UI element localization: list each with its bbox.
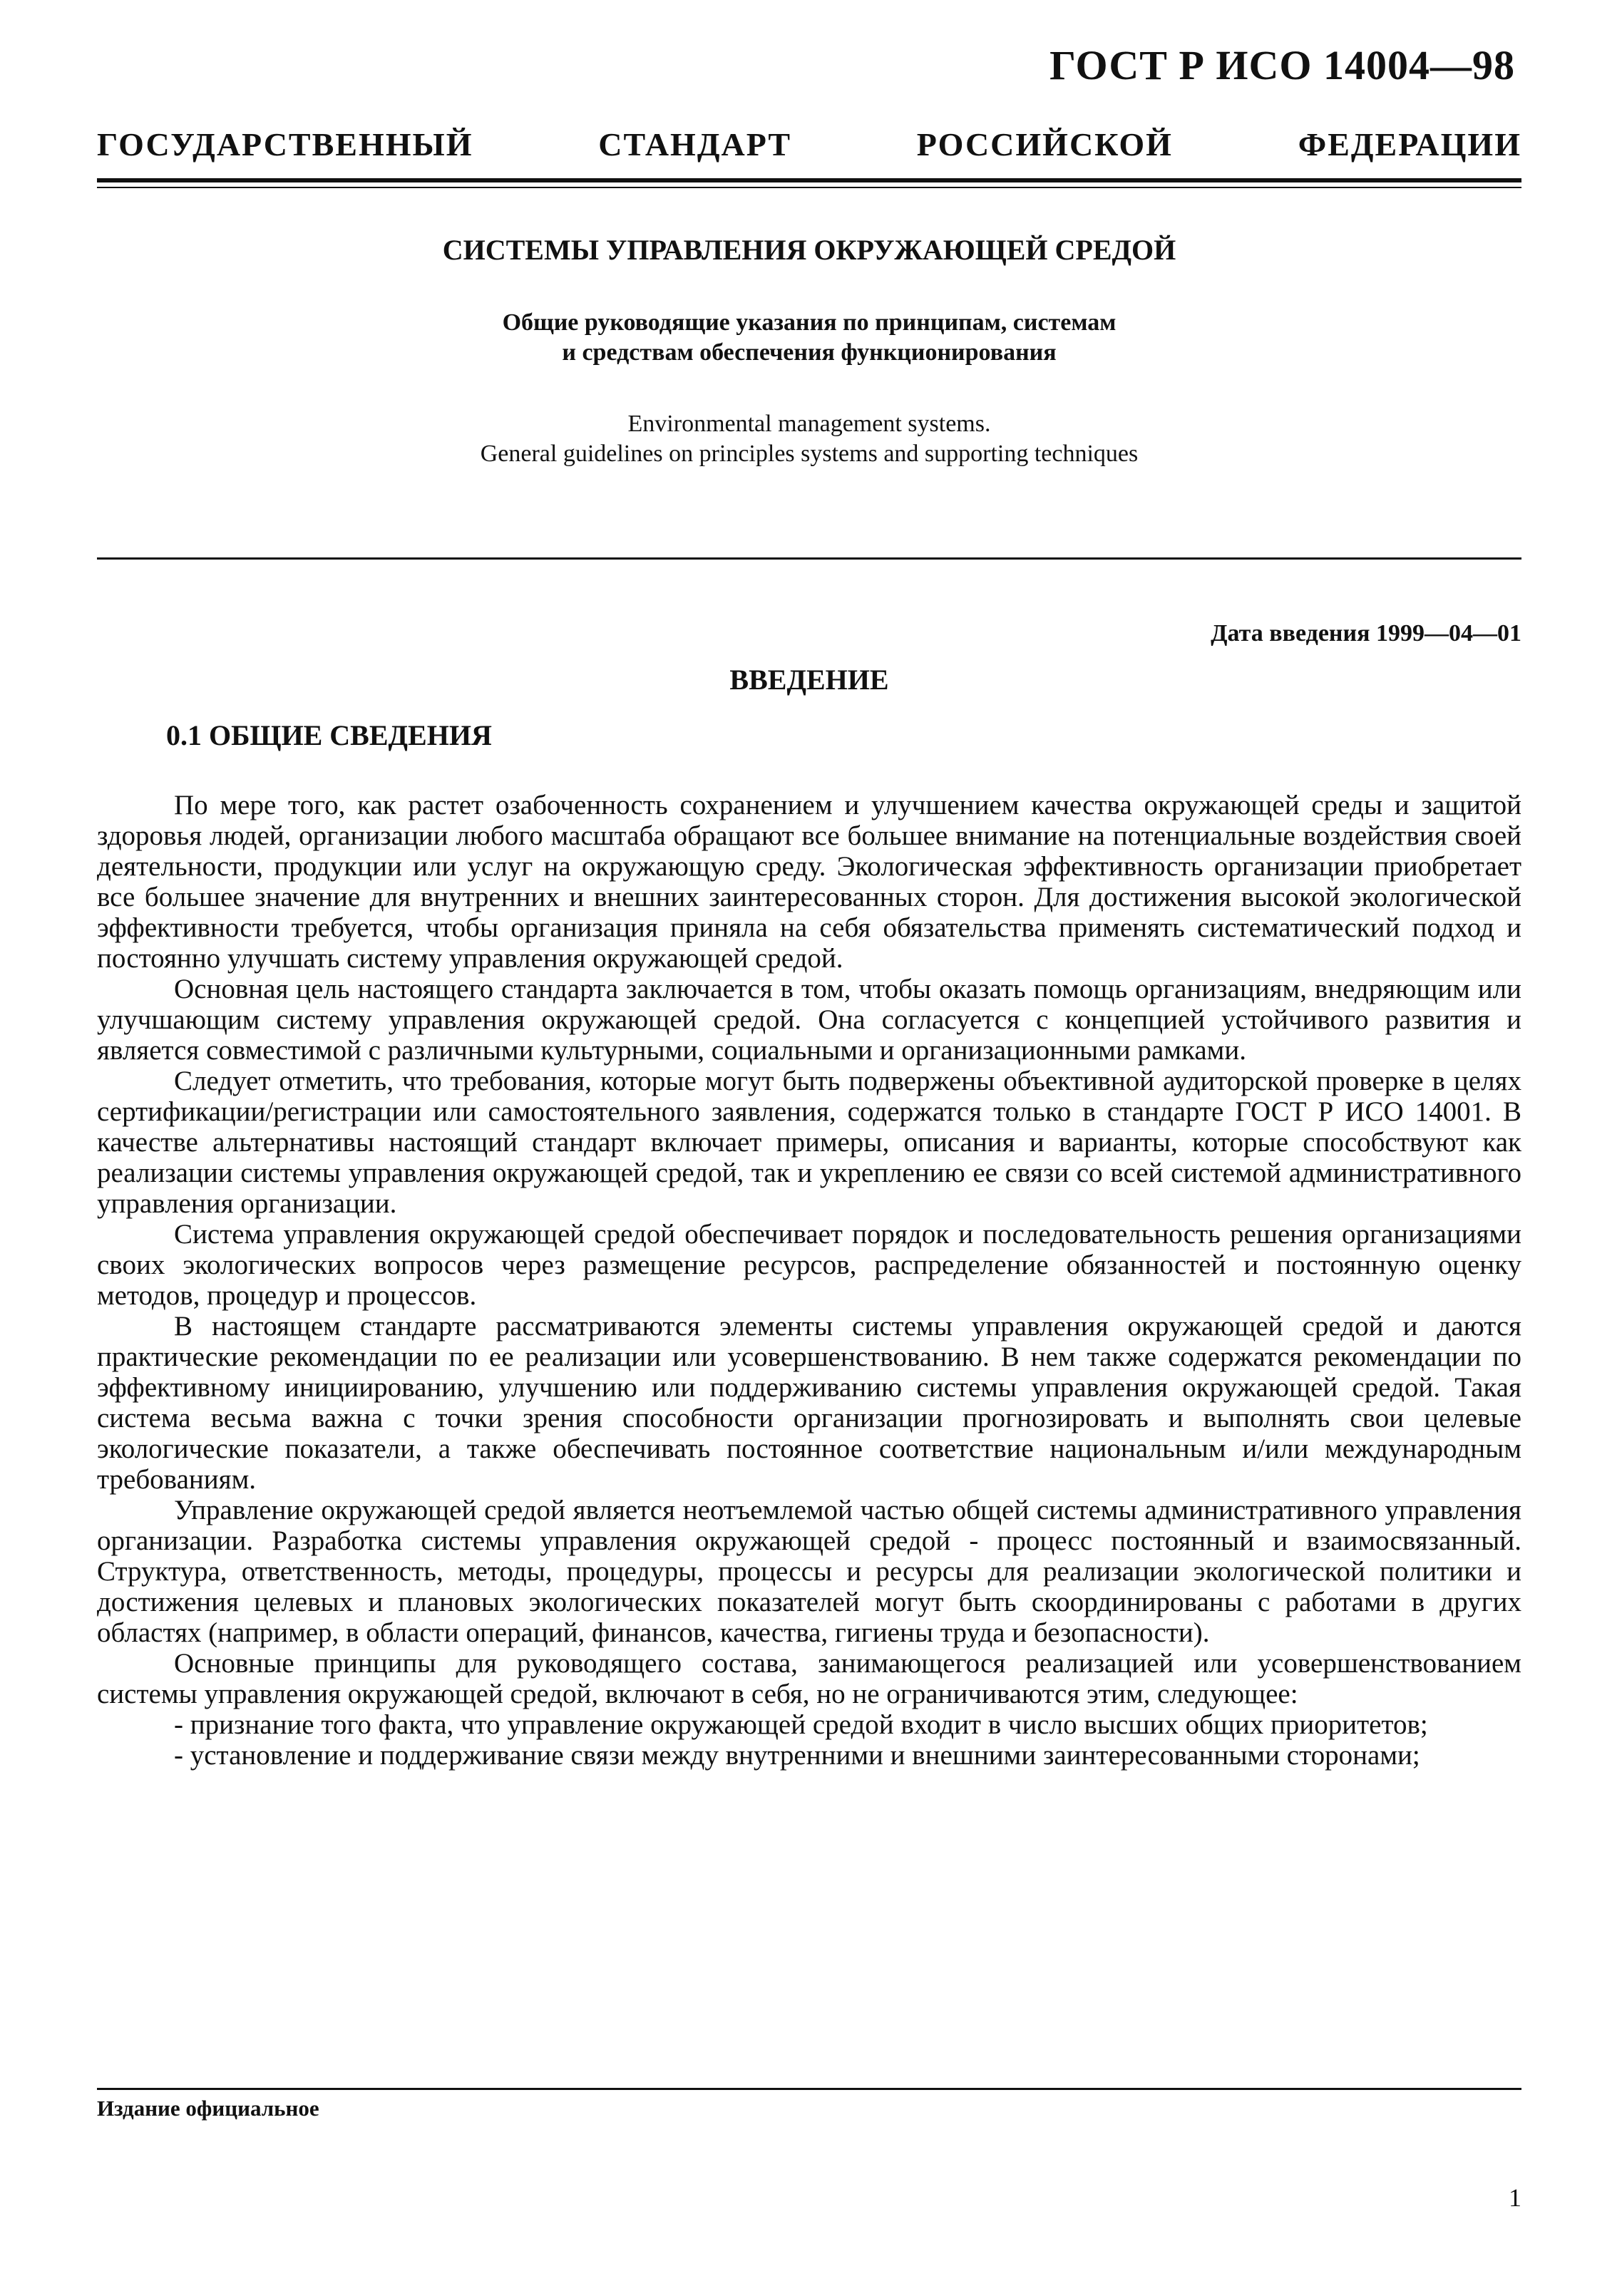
document-code: ГОСТ Р ИСО 14004—98 [1049,42,1515,88]
list-item: - установление и поддерживание связи между внутренними и внешними заинтересованными сторонами; [174,1740,1420,1771]
edition-label: Издание официальное [97,2096,319,2121]
page-number: 1 [1509,2183,1521,2212]
paragraph: В настоящем стандарте рассматриваются элементы системы управления окружающей средой и даются практические рекомендации по ее реализации или усовершенствованию. В нем также содержатся рекомендации по эффективному инициированию, улучшению или поддерживанию системы управления окружающей средой. Такая система весьма важна с точки зрения способности организации прогнозировать и выполнять свои целевые экологические показатели, а также обеспечивать постоянное соответствие национальным и/или международным требованиям. [97,1311,1521,1495]
paragraph: Следует отметить, что требования, которые могут быть подвержены объективной аудиторской проверке в целях сертификации/регистрации или самостоятельного заявления, содержатся только в стандарте ГОСТ Р ИСО 14001. В качестве альтернативы настоящий стандарт включает примеры, описания и варианты, которые способствуют как реализации системы управления окружающей средой, так и укреплению ее связи со всей системой административного управления организации. [97,1066,1521,1219]
header-rule-thick [97,178,1521,182]
paragraph: По мере того, как растет озабоченность сохранением и улучшением качества окружающей среды и защитой здоровья людей, организации любого масштаба обращают все большее внимание на потенциальные воздействия своей деятельности, продукции или услуг на окружающую среду. Экологическая эффективность организации приобретает все большее значение для внутренних и внешних заинтересованных сторон. Для достижения высокой экологической эффективности требуется, чтобы организация приняла на себя обязательства применять систематический подход и постоянно улучшать систему управления окружающей средой. [97,790,1521,974]
introduction-date: Дата введения 1999—04—01 [1211,620,1521,647]
title-separator-rule [97,557,1521,560]
list-item: - признание того факта, что управление окружающей средой входит в число высших общих приоритетов; [174,1709,1428,1740]
subtitle-english-line-2: General guidelines on principles systems and supporting techniques [480,441,1139,467]
subtitle-english-line-1: Environmental management systems. [627,411,991,437]
subtitle-russian-line-2: и средствам обеспечения функционирования [562,339,1057,366]
section-heading: ВВЕДЕНИЕ [729,664,889,696]
body-text [97,790,1521,1771]
subtitle-russian-line-1: Общие руководящие указания по принципам, системам [502,309,1117,336]
state-standard-header: ГОСУДАРСТВЕННЫЙ СТАНДАРТ РОССИЙСКОЙ ФЕДЕРАЦИИ [97,126,1521,163]
subsection-heading: 0.1 ОБЩИЕ СВЕДЕНИЯ [166,719,492,751]
header-rule-thin [97,187,1521,188]
subtitle-russian [97,308,1521,368]
document-title: СИСТЕМЫ УПРАВЛЕНИЯ ОКРУЖАЮЩЕЙ СРЕДОЙ [442,234,1176,266]
paragraph: Основная цель настоящего стандарта заключается в том, чтобы оказать помощь организациям, внедряющим или улучшающим систему управления окружающей средой. Она согласуется с концепцией устойчивого развития и является совместимой с различными культурными, социальными и организационными рамками. [97,974,1521,1066]
paragraph: Управление окружающей средой является неотъемлемой частью общей системы административного управления организации. Разработка системы управления окружающей средой - процесс постоянный и взаимосвязанный. Структура, ответственность, методы, процедуры, процессы и ресурсы для реализации экологической политики и достижения целевых и плановых экологических показателей могут быть скоординированы с работами в других областях (например, в области операций, финансов, качества, гигиены труда и безопасности). [97,1495,1521,1648]
footer-rule [97,2088,1521,2090]
paragraph: Основные принципы для руководящего состава, занимающегося реализацией или усовершенствованием системы управления окружающей средой, включают в себя, но не ограничиваются этим, следующее: [97,1648,1521,1709]
subtitle-english [97,409,1521,469]
paragraph: Система управления окружающей средой обеспечивает порядок и последовательность решения организациями своих экологических вопросов через размещение ресурсов, распределение обязанностей и постоянную оценку методов, процедур и процессов. [97,1219,1521,1311]
